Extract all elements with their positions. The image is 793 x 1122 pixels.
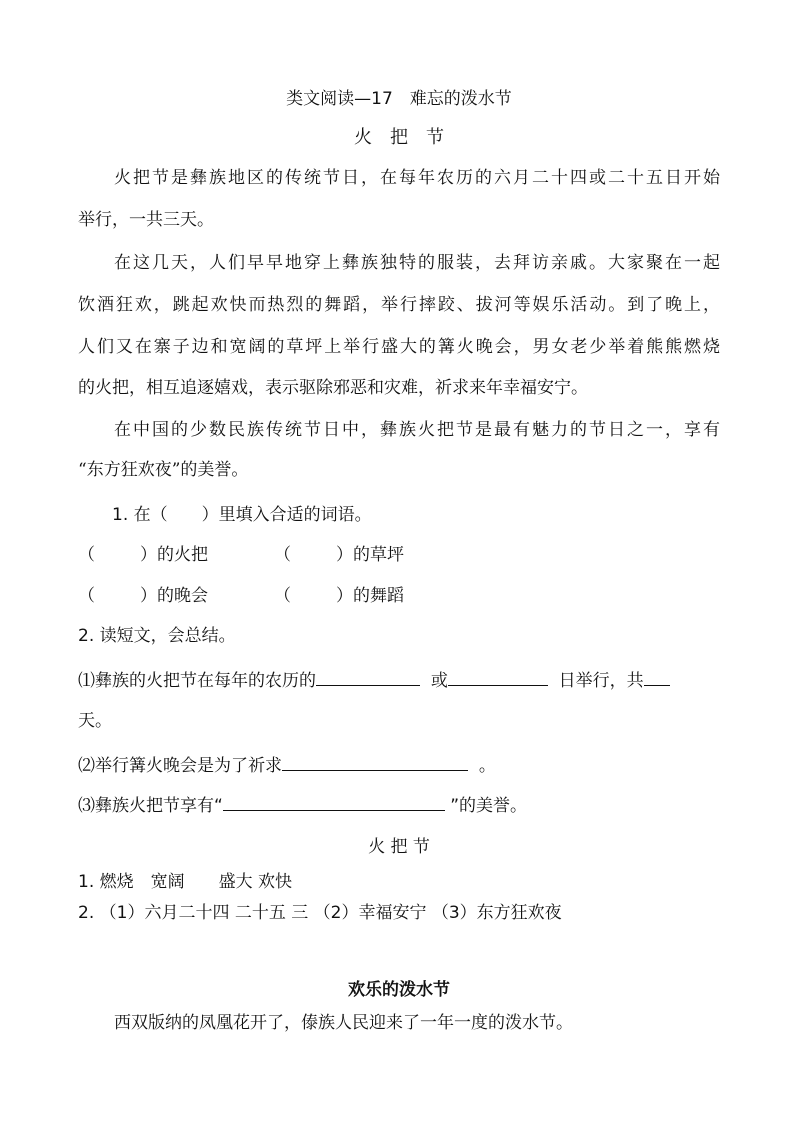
passage-line: 人们又在寨子边和宽阔的草坪上举行盛大的篝火晚会，男女老少举着熊熊燃烧 <box>78 337 720 357</box>
passage-line: 的火把，相互追逐嬉戏，表示驱除邪恶和灾难，祈求来年幸福安宁。 <box>78 378 588 398</box>
answer-blank[interactable] <box>448 669 548 686</box>
open-paren: （ <box>274 545 291 565</box>
fill-item: ）的晚会 <box>140 586 208 606</box>
passage-2-heading: 欢乐的泼水节 <box>348 980 450 1000</box>
q2-1-or: 或 <box>430 671 448 691</box>
passage-2-line: 西双版纳的凤凰花开了，傣族人民迎来了一年一度的泼水节。 <box>114 1013 573 1033</box>
passage-heading: 火 把 节 <box>354 127 444 148</box>
question-2-1 <box>78 669 720 692</box>
passage-line: 在这几天，人们早早地穿上彝族独特的服装，去拜访亲戚。大家聚在一起 <box>114 253 720 273</box>
answers-heading: 火 把 节 <box>368 837 430 857</box>
answer-blank[interactable] <box>644 669 670 686</box>
q2-1-text: 日举行，共 <box>558 671 644 691</box>
fill-item: ）的火把 <box>140 545 208 565</box>
question-2-2 <box>78 754 720 777</box>
answer-blank[interactable] <box>282 754 468 771</box>
question-1-row <box>78 585 720 607</box>
question-2-1-cont: 天。 <box>78 711 112 731</box>
answer-1: 1. 燃烧 宽阔 盛大 欢快 <box>78 872 293 892</box>
passage-line: 饮酒狂欢，跳起欢快而热烈的舞蹈，举行摔跤、拔河等娱乐活动。到了晚上， <box>78 295 720 315</box>
open-paren: （ <box>78 586 95 606</box>
page-title: 类文阅读—17 难忘的泼水节 <box>286 89 512 109</box>
question-1-row <box>78 544 720 566</box>
answer-2: 2. （1）六月二十四 二十五 三 （2）幸福安宁 （3）东方狂欢夜 <box>78 903 562 923</box>
passage-line: 火把节是彝族地区的传统节日，在每年农历的六月二十四或二十五日开始 <box>114 168 720 188</box>
answer-blank[interactable] <box>316 669 420 686</box>
passage-line: “东方狂欢夜”的美誉。 <box>78 460 249 480</box>
q2-2-text: ⑵举行篝火晚会是为了祈求 <box>78 756 282 776</box>
fill-item: ）的草坪 <box>336 545 404 565</box>
passage-line: 举行，一共三天。 <box>78 210 214 230</box>
question-2: 2. 读短文，会总结。 <box>78 626 236 646</box>
q2-1-text: ⑴彝族的火把节在每年的农历的 <box>78 671 316 691</box>
fill-item: ）的舞蹈 <box>336 586 404 606</box>
answer-blank[interactable] <box>223 794 445 811</box>
q2-3-end: ”的美誉。 <box>450 796 528 816</box>
question-1: 1. 在（ ）里填入合适的词语。 <box>112 505 372 525</box>
passage-line: 在中国的少数民族传统节日中，彝族火把节是最有魅力的节日之一，享有 <box>114 420 720 440</box>
open-paren: （ <box>274 586 291 606</box>
q2-3-text: ⑶彝族火把节享有“ <box>78 796 223 816</box>
q2-2-end: 。 <box>478 756 496 776</box>
open-paren: （ <box>78 545 95 565</box>
question-2-3 <box>78 794 720 817</box>
